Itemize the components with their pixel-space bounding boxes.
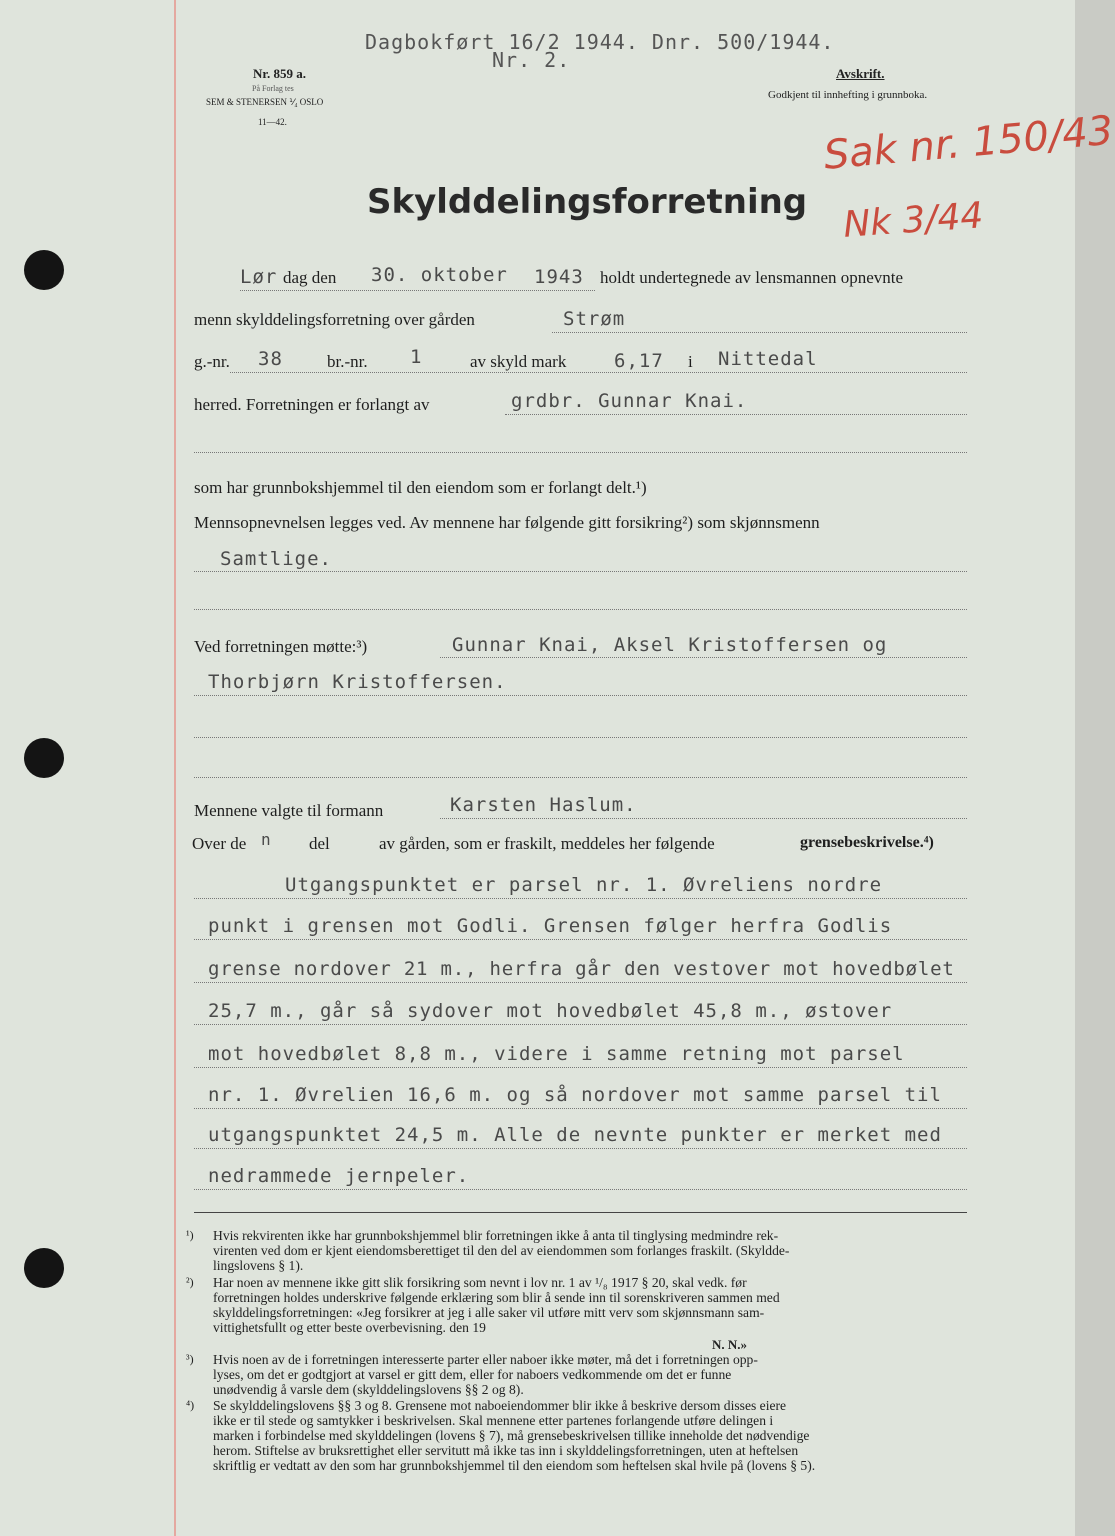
description-line: utgangspunktet 24,5 m. Alle de nevnte punkter er merket med	[208, 1124, 942, 1146]
motte-fill-line1: Gunnar Knai, Aksel Kristoffersen og	[452, 634, 888, 656]
fill-line	[194, 1189, 967, 1190]
forsikring-fill: Samtlige.	[220, 548, 332, 570]
fill-line	[194, 609, 967, 610]
fill-line	[194, 1108, 967, 1109]
fill-line	[194, 1148, 967, 1149]
fill-line	[194, 1067, 967, 1068]
fill-line	[240, 290, 595, 291]
footnote-mark: ¹)	[186, 1228, 194, 1242]
fill-line	[194, 571, 967, 572]
over-label: Over de	[192, 834, 247, 853]
fill-line	[194, 452, 967, 453]
grense-bold: grensebeskrivelse.⁴)	[800, 834, 934, 851]
fill-line	[505, 414, 967, 415]
fill-line	[194, 898, 967, 899]
punch-hole	[24, 738, 64, 778]
handwritten-reference: Nk 3/44	[842, 195, 985, 246]
description-line: grense nordover 21 m., herfra går den vestover mot hovedbølet	[208, 958, 955, 980]
punch-hole	[24, 250, 64, 290]
description-line: Utgangspunktet er parsel nr. 1. Øvreliens nordre	[285, 874, 883, 896]
day-label: dag den	[283, 268, 337, 287]
godkjent-note: Godkjent til innhefting i grunnboka.	[768, 89, 928, 101]
description-line: nedrammede jernpeler.	[208, 1165, 470, 1187]
mennsop-text: Mennsopnevnelsen legges ved. Av mennene har følgende gitt forsikring²) som skjønnsmenn	[194, 513, 820, 532]
formann-label: Mennene valgte til formann	[194, 801, 384, 820]
footnote-signature: N. N.»	[712, 1337, 748, 1352]
brnr-fill: 1	[410, 346, 423, 368]
del-label: del	[309, 834, 330, 853]
footnote-divider	[194, 1212, 967, 1213]
margin-rule	[174, 0, 176, 1536]
fill-line	[194, 777, 967, 778]
fill-line	[194, 1024, 967, 1025]
year-fill: 1943	[534, 266, 584, 288]
formann-fill: Karsten Haslum.	[450, 794, 637, 816]
skyld-fill: 6,17	[614, 350, 664, 372]
fill-line	[194, 982, 967, 983]
description-line: nr. 1. Øvrelien 16,6 m. og så nordover mot samme parsel til	[208, 1084, 942, 1106]
handwritten-case-number: Sak nr. 150/43	[822, 107, 1115, 179]
punch-hole	[24, 1248, 64, 1288]
printer-line1: På Forlag tes	[252, 84, 294, 93]
footnote-3: Hvis noen av de i forretningen interesserte parter eller naboer ikke møter, må det i forretningen opp- lyses, om det er godtgjort at varsel er gitt dem, eller for naboers vedkommende om det er funne unødvendig å varsle dem (skylddelingslovens §§ 2 og 8).	[213, 1352, 758, 1397]
printer-line2: SEM & STENERSEN ⅟₄ OSLO	[206, 97, 324, 107]
fill-line	[440, 657, 967, 658]
line1-text: holdt undertegnede av lensmannen opnevnte	[600, 268, 904, 287]
gnr-fill: 38	[258, 348, 283, 370]
requester-fill: grdbr. Gunnar Knai.	[511, 390, 748, 412]
fill-line	[230, 372, 967, 373]
farm-fill: Strøm	[563, 308, 626, 330]
herred-label: herred. Forretningen er forlangt av	[194, 395, 430, 414]
farm-label: menn skylddelingsforretning over gården	[194, 310, 475, 329]
footnote-2: Har noen av mennene ikke gitt slik forsikring som nevnt i lov nr. 1 av ¹/₈ 1917 § 20, skal vedk. før forretningen holdes underskrive følgende erklæring som blir å sende inn til sorenskriveren sammen med skylddelingsforretningen: «Jeg forsikrer at jeg i alle saker vil utføre mitt verv som skjønnsmann sam- vittighetsfullt og etter beste overbevisning. den 19	[213, 1275, 780, 1335]
municipality-fill: Nittedal	[718, 348, 818, 370]
gnr-label: g.-nr.	[194, 352, 230, 371]
document-title: Skylddelingsforretning	[367, 182, 808, 222]
skyld-label: av skyld mark	[470, 352, 567, 371]
registration-stamp-line2: Nr. 2.	[492, 48, 571, 72]
brnr-label: br.-nr.	[327, 352, 368, 371]
fill-line	[194, 737, 967, 738]
footnote-mark: ²)	[186, 1275, 194, 1289]
over-fill: n	[261, 830, 272, 849]
description-line: punkt i grensen mot Godli. Grensen følger herfra Godlis	[208, 915, 893, 937]
footnote-4: Se skylddelingslovens §§ 3 og 8. Grensene mot naboeiendommer blir ikke å beskrive dersom disses eiere ikke er til stede og samtykker i beskrivelsen. Skal mennene etter partenes forlangende utføre delingen i marken i forbindelse med skylddelingen (lovens § 7), må grensebeskrivelsen tillike inneholde det nødvendige herom. Stiftelse av bruksrettighet eller servitutt må ikke tas inn i skylddelingsforretningen, uten at heftelsen skriftlig er vedtatt av den som har grunnbokshjemmel til den eiendom som heftelsen skal hvile på (lovens § 5).	[213, 1398, 816, 1473]
description-line: 25,7 m., går så sydover mot hovedbølet 45,8 m., østover	[208, 1000, 893, 1022]
form-number: Nr. 859 a.	[253, 66, 306, 81]
day-fill: Lør	[240, 266, 278, 288]
fill-line	[194, 695, 967, 696]
registration-stamp-line1: Dagbokført 16/2 1944. Dnr. 500/1944.	[365, 30, 835, 54]
motte-fill-line2: Thorbjørn Kristoffersen.	[208, 671, 507, 693]
motte-label: Ved forretningen møtte:³)	[194, 637, 368, 656]
footnote-mark: ³)	[186, 1352, 194, 1366]
fill-line	[194, 939, 967, 940]
footnote-mark: ⁴)	[186, 1398, 195, 1412]
grense-text: av gården, som er fraskilt, meddeles her følgende	[379, 834, 715, 853]
avskrift-label: Avskrift.	[836, 66, 885, 81]
footnote-1: Hvis rekvirenten ikke har grunnbokshjemmel blir forretningen ikke å anta til tinglysing medmindre rek- virenten ved dom er kjent eiendomsberettiget til den del av eiendommen som forlanges fraskilt. (Skyldde- lingslovens § 1).	[213, 1228, 790, 1273]
date-fill: 30. oktober	[371, 264, 508, 286]
hjemmel-text: som har grunnbokshjemmel til den eiendom som er forlangt delt.¹)	[194, 478, 647, 497]
fill-line	[552, 332, 967, 333]
i-label: i	[688, 352, 693, 371]
fill-line	[440, 818, 967, 819]
description-line: mot hovedbølet 8,8 m., videre i samme retning mot parsel	[208, 1043, 905, 1065]
printer-line3: 11—42.	[258, 117, 287, 127]
